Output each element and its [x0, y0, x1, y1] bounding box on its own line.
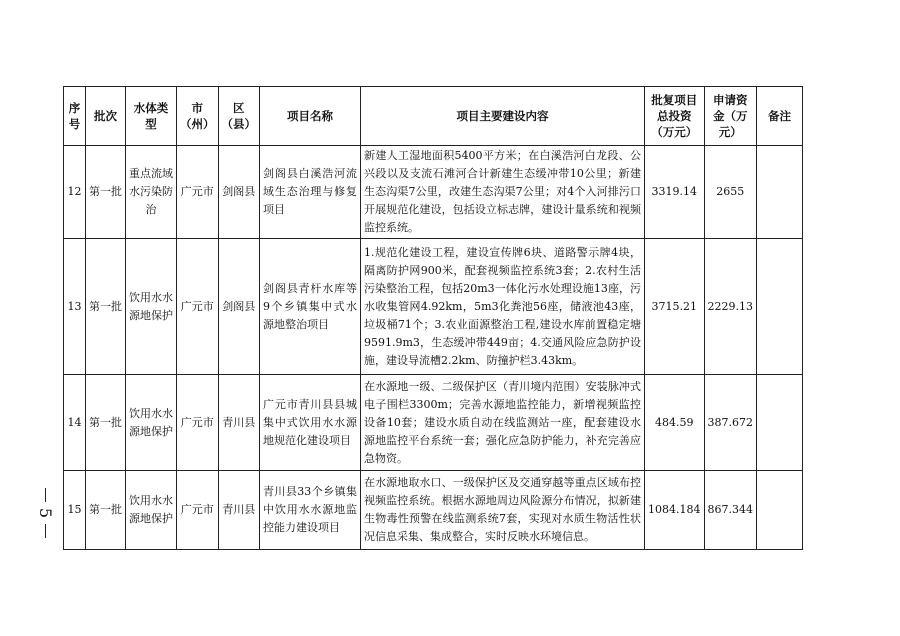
cell-requested-funds: 2229.13 [704, 239, 757, 375]
cell-city: 广元市 [177, 375, 219, 471]
cell-project-name: 青川县33个乡镇集中饮用水水源地监控能力建设项目 [260, 471, 361, 550]
cell-project-name: 剑阁县白溪浩河流域生态治理与修复项目 [260, 146, 361, 239]
cell-water-type: 饮用水水源地保护 [126, 239, 177, 375]
cell-approved-investment: 484.59 [645, 375, 705, 471]
table-row [64, 239, 803, 375]
cell-approved-investment: 3715.21 [645, 239, 705, 375]
cell-project-name: 剑阁县青杆水库等9个乡镇集中式水源地整治项目 [260, 239, 361, 375]
header-seq: 序号 [64, 87, 86, 146]
cell-batch: 第一批 [86, 146, 126, 239]
cell-content: 在水源地一级、二级保护区（青川境内范围）安装脉冲式电子围栏3300m；完善水源地监控能力，新增视频监控设备10套；建设水质自动在线监测站一座，配套建设水源地监控平台系统一套；强化应急防护能力，补充完善应急物资。 [361, 375, 645, 471]
cell-requested-funds: 387.672 [704, 375, 757, 471]
cell-project-name: 广元市青川县县城集中式饮用水水源地规范化建设项目 [260, 375, 361, 471]
header-approved-investment: 批复项目总投资（万元） [645, 87, 705, 146]
cell-approved-investment: 1084.184 [645, 471, 705, 550]
cell-water-type: 饮用水水源地保护 [126, 471, 177, 550]
cell-county: 青川县 [218, 375, 260, 471]
cell-requested-funds: 867.344 [704, 471, 757, 550]
cell-county: 青川县 [218, 471, 260, 550]
header-project-name: 项目名称 [260, 87, 361, 146]
cell-water-type: 饮用水水源地保护 [126, 375, 177, 471]
cell-content: 新建人工湿地面积5400平方米；在白溪浩河白龙段、公兴段以及支流石滩河合计新建生态缓冲带10公里；新建生态沟渠7公里，改建生态沟渠7公里；对4个入河排污口开展规范化建设，包括设立标志牌，建设计量系统和视频监控系统。 [361, 146, 645, 239]
cell-batch: 第一批 [86, 471, 126, 550]
cell-city: 广元市 [177, 471, 219, 550]
header-county: 区（县） [218, 87, 260, 146]
header-city: 市（州） [177, 87, 219, 146]
cell-city: 广元市 [177, 239, 219, 375]
header-remarks: 备注 [757, 87, 803, 146]
cell-county: 剑阁县 [218, 239, 260, 375]
cell-remarks [757, 239, 803, 375]
cell-batch: 第一批 [86, 239, 126, 375]
header-row [64, 87, 803, 146]
cell-approved-investment: 3319.14 [645, 146, 705, 239]
cell-seq: 12 [64, 146, 86, 239]
header-batch: 批次 [86, 87, 126, 146]
page-number: 5 [36, 507, 55, 519]
cell-batch: 第一批 [86, 375, 126, 471]
header-requested-funds: 申请资金（万元） [704, 87, 757, 146]
cell-seq: 14 [64, 375, 86, 471]
project-table [63, 86, 803, 550]
cell-content: 在水源地取水口、一级保护区及交通穿越等重点区域布控视频监控系统。根据水源地周边风险源分布情况，拟新建生物毒性预警在线监测系统7套，实现对水质生物活性状况信息采集、集成整合，实时反映水环境信息。 [361, 471, 645, 550]
cell-city: 广元市 [177, 146, 219, 239]
cell-requested-funds: 2655 [704, 146, 757, 239]
cell-remarks [757, 146, 803, 239]
table-row [64, 375, 803, 471]
header-content: 项目主要建设内容 [361, 87, 645, 146]
cell-remarks [757, 375, 803, 471]
page-number-marker [34, 478, 56, 548]
cell-water-type: 重点流域水污染防治 [126, 146, 177, 239]
header-water-type: 水体类型 [126, 87, 177, 146]
cell-seq: 13 [64, 239, 86, 375]
cell-seq: 15 [64, 471, 86, 550]
table-row [64, 146, 803, 239]
cell-content: 1.规范化建设工程，建设宣传牌6块、道路警示牌4块，隔离防护网900米，配套视频监控系统3套；2.农村生活污染整治工程，包括20m3一体化污水处理设施13座，污水收集管网4.92km，5m3化粪池56座，储液池43座，垃圾桶71个；3.农业面源整治工程,建设水库前置稳定塘9591.9m3，生态缓冲带449亩；4.交通风险应急防护设施，建设导流槽2.2km、防撞护栏3.43km。 [361, 239, 645, 375]
cell-county: 剑阁县 [218, 146, 260, 239]
cell-remarks [757, 471, 803, 550]
table-row [64, 471, 803, 550]
page-dash-top [45, 488, 46, 502]
page-dash-bottom [45, 524, 46, 538]
